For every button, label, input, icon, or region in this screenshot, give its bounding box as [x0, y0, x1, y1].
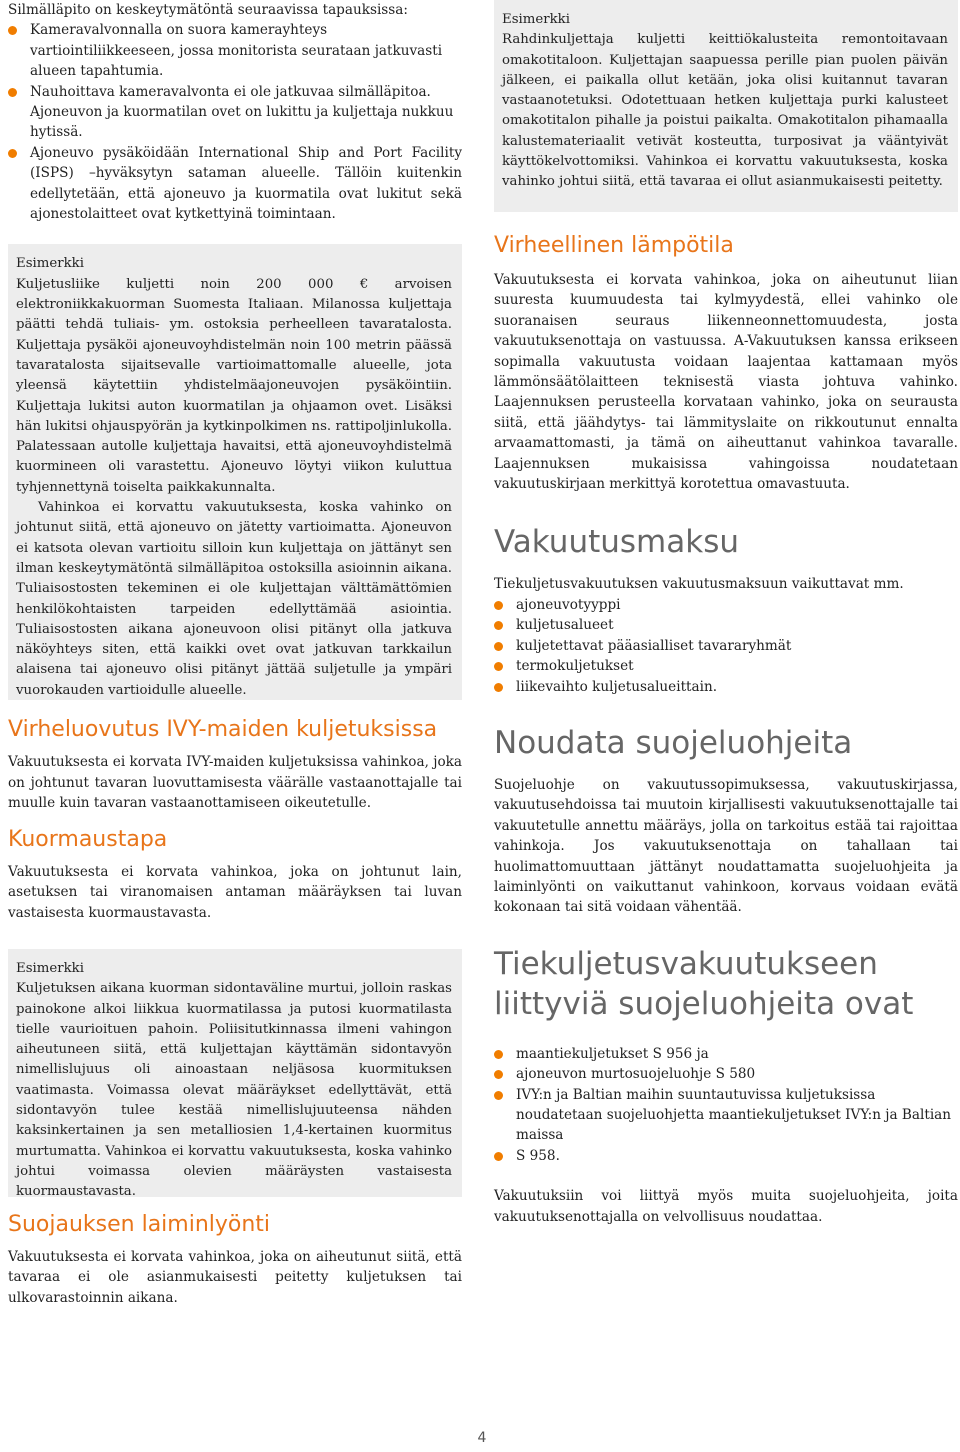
- bullet-icon: [494, 1152, 503, 1161]
- section-title: Vakuutusmaksu: [494, 524, 739, 561]
- section-title: Noudata suojeluohjeita: [494, 724, 853, 761]
- bullet-icon: [494, 1091, 503, 1100]
- protection-guidelines-list: [494, 1044, 958, 1166]
- footer-note: Vakuutuksiin voi liittyä myös muita suojeluohjeita, joita vakuutuksenottajalla on velvollisuus noudattaa.: [494, 1188, 958, 1225]
- section-title: Virheluovutus IVY-maiden kuljetuksissa: [8, 717, 438, 743]
- example-paragraph: Vahinkoa ei korvattu vakuutuksesta, koska vahinko on johtunut siitä, että ajoneuvo on jätetty vartioimatta. Ajoneuvon ei katsota olevan vartioitu silloin kun kuljettaja on jättänyt sen ilman keskeytymätöntä silmälläpitoa ostoksilla asioinnin aikana. Tuliaisostosten tekeminen ei ole kuljettajan välttämättömien henkilökohtaisten tarpeiden edellyttämää asiointia. Tuliaisostosten aikana ajoneuvoon olisi pitänyt olla jatkuva näköyhteys siten, että kaikki ovet ovat jatkuvan tarkkailun alaisena tai ajoneuvo olisi pitänyt jättää suljetulle ja ympäri vuorokauden vartioidulle alueelle.: [16, 500, 452, 698]
- list-item: ajoneuvon murtosuojeluohje S 580: [494, 1064, 958, 1084]
- list-item: maantiekuljetukset S 956 ja: [494, 1044, 958, 1064]
- section-title: Suojauksen laiminlyönti: [8, 1211, 271, 1237]
- example-paragraph: Kuljetuksen aikana kuorman sidontaväline murtui, jolloin raskas painokone alkoi liikkua kuormatilassa ja putosi kuormatilasta tielle vaurioituen pahoin. Poliisitutkinnassa ilmeni vahingon aiheutuneen siitä, että kuljettajan käyttämän sidontavyön nimellislujuus oli ainoastaan neljäsosa kuormituksen vaatimasta. Voimassa olevat määräykset edellyttävät, että sidontavyön tulee kestää nimellislujuuteensa nähden kaksinkertainen ja sen metalliosien 1,4-kertainen kuormitus murtumatta. Vahinkoa ei korvattu vakuutuksesta, koska vahinko johtui voimassa olevien määräysten vastaisesta kuormaustavasta.: [16, 981, 452, 1200]
- bullet-icon: [8, 88, 17, 97]
- section-title: Virheellinen lämpötila: [494, 233, 734, 258]
- intro-text: Silmälläpito on keskeytymätöntä seuraavissa tapauksissa:: [8, 2, 408, 18]
- section-body: Suojeluohje on vakuutussopimuksessa, vakuutuskirjassa, vakuutusehdoissa tai muutoin kirjallisesti vakuutuksenottajalle tai vakuutetulle annettu määräys, jolla on tarkoitus estää tai rajoittaa vahinkoja. Jos vakuutuksenottaja on tahallaan tai huolimattomuuttaan jättänyt noudattamatta suojeluohjeita ja laiminlyönti on vaikuttanut vahinkoon, korvaus voidaan evätä kokonaan tai sitä voidaan vähentää.: [494, 776, 958, 916]
- intro-list: [8, 20, 462, 224]
- list-item: S 958.: [494, 1146, 958, 1166]
- example-heading: Esimerkki: [16, 960, 84, 976]
- bullet-icon: [494, 642, 503, 651]
- example-paragraph: Rahdinkuljettaja kuljetti keittiökalusteita remontoitavaan omakotitaloon. Kuljettajan saapuessa perille pian puolen päivän jälkeen, ei paikalla ollut ketään, joka olisi kuitannut tavaran vastaanotetuksi. Odotettuaan hetken kuljettaja purki kalusteet omakotitalon pihalle ja poistui paikalta. Omakotitalon pihamaalla kalustemateriaalit vetivät kosteutta, turposivat ja vääntyivät käyttökelvottomiksi. Vahinkoa ei korvattu vakuutuksesta, koska vahinko johtui siitä, että tavaraa ei ollut asianmukaisesti peitetty.: [502, 32, 948, 190]
- section-body: Vakuutuksesta ei korvata vahinkoa, joka on johtunut lain, asetuksen tai viranomaisen antaman määräyksen tai luvan vastaisesta kuormaustavasta.: [8, 863, 462, 921]
- section-title: Tiekuljetusvakuutukseen liittyviä suojeluohjeita ovat: [494, 945, 914, 1022]
- example-paragraph: Kuljetusliike kuljetti noin 200 000 € arvoisen elektroniikkakuorman Suomesta Italiaan. Milanossa kuljettaja päätti tehdä tuliais- ym. ostoksia perheelleen tavaratalosta. Kuljettaja pysäköi ajoneuvoyhdistelmän noin 100 metrin päässä tavaratalosta sijaitsevalle vartioimattomalle alueelle, jota yleensä käytettiin yhdistelmäajoneuvojen pysäköintiin. Kuljettaja lukitsi auton kuormatilan ja ohjaamon ovet. Lisäksi hän lukitsi ohjauspyörän ja kytkinpolkimen ns. rattipoljinlukolla. Palatessaan autolle kuljettaja havaitsi, että ajoneuvoyhdistelmä kuormineen oli varastettu. Ajoneuvo löytyi viikon kuluttua tyhjennettynä toiselta paikkakunnalta.: [16, 276, 452, 495]
- section-body: Tiekuljetusvakuutuksen vakuutusmaksuun vaikuttavat mm.: [494, 576, 904, 593]
- example-box: [8, 949, 462, 1200]
- section-body: Vakuutuksesta ei korvata vahinkoa, joka on aiheutunut siitä, että tavaraa ei ole asianmukaisesti peitetty kuljetuksen tai ulkovarastoinnin aikana.: [8, 1248, 462, 1306]
- list-item: liikevaihto kuljetusalueittain.: [494, 677, 958, 697]
- list-item: kuljetettavat pääasialliset tavararyhmät: [494, 636, 958, 656]
- example-heading: Esimerkki: [502, 12, 570, 27]
- example-box: [494, 0, 958, 212]
- list-item: IVY:n ja Baltian maihin suuntautuvissa kuljetuksissa noudatetaan suojeluohjetta maantiekuljetukset IVY:n ja Baltian maissa: [494, 1085, 958, 1146]
- list-item: kuljetusalueet: [494, 615, 958, 635]
- bullet-icon: [494, 1070, 503, 1079]
- list-item: termokuljetukset: [494, 656, 958, 676]
- bullet-icon: [494, 683, 503, 692]
- list-item: Kameravalvonnalla on suora kamerayhteys vartiointiliikkeeseen, jossa monitorista seurataan jatkuvasti alueen tapahtumia.: [8, 20, 462, 81]
- premium-factors-list: [494, 595, 958, 697]
- page-number: 4: [477, 1430, 487, 1446]
- left-column: [8, 0, 462, 1308]
- example-heading: Esimerkki: [16, 256, 84, 272]
- bullet-icon: [494, 601, 503, 610]
- section-body: Vakuutuksesta ei korvata vahinkoa, joka on aiheutunut liian suuresta kuumuudesta tai kylmyydestä, ellei vahinko ole suoranaisen seuraus liikenneonnettomuudesta, josta vakuutuksenottaja on vastuussa. A-Vakuutuksen kanssa erikseen sopimalla vakuutusta voidaan laajentaa kattamaan myös lämmönsäätölaitteen teknisestä viasta johtuva vahinko. Laajennuksen perusteella korvataan vahinko, joka on seurausta siitä, että jäähdytys- tai lämmityslaite on rikkoutunut ennalta arvaamattomasti, ja tämä on aiheuttanut vahinkoa tavaralle. Laajennuksen mukaisissa vahingoissa noudatetaan vakuutuskirjaan merkittyä korotettua omavastuuta.: [494, 272, 958, 493]
- bullet-icon: [8, 149, 17, 158]
- list-item: Nauhoittava kameravalvonta ei ole jatkuvaa silmälläpitoa. Ajoneuvon ja kuormatilan ovet on lukittu ja kuljettaja nukkuu hytissä.: [8, 82, 462, 143]
- section-body: Vakuutuksesta ei korvata IVY-maiden kuljetuksissa vahinkoa, joka on johtunut tavaran luovuttamisesta väärälle vastaanottajalle tai muulle kuin tavaran vastaanottamiseen oikeutetulle.: [8, 754, 462, 812]
- example-box: [8, 244, 462, 700]
- list-item: Ajoneuvo pysäköidään International Ship and Port Facility (ISPS) –hyväksytyn sataman alueelle. Tällöin kuitenkin edellytetään, että ajoneuvo ja kuormatila ovat lukitut sekä ajonestolaitteet ovat kytkettyinä toimintaan.: [8, 143, 462, 225]
- bullet-icon: [494, 621, 503, 630]
- bullet-icon: [8, 26, 17, 35]
- bullet-icon: [494, 662, 503, 671]
- right-column: [494, 0, 958, 1227]
- bullet-icon: [494, 1050, 503, 1059]
- list-item: ajoneuvotyyppi: [494, 595, 958, 615]
- section-title: Kuormaustapa: [8, 826, 168, 852]
